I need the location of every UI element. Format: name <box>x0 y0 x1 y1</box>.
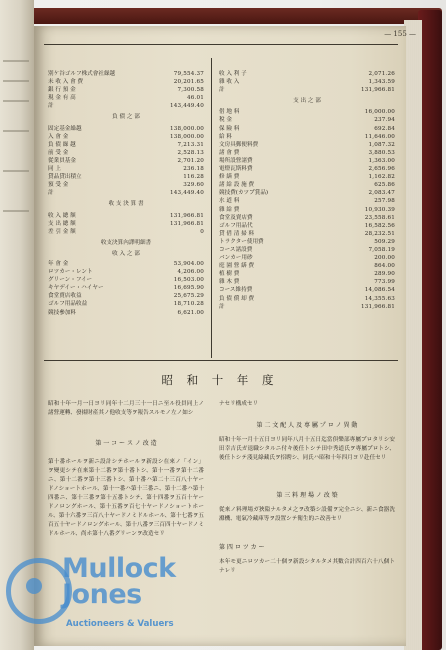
account-value: 20,201.65 <box>173 79 204 86</box>
account-value: 289.90 <box>374 271 395 278</box>
account-value: 131,966.81 <box>169 220 204 227</box>
account-row <box>48 157 204 165</box>
account-value: 10,930.39 <box>364 206 395 213</box>
account-row <box>48 268 204 276</box>
account-label: 電燈瓦斯料費 <box>219 166 253 173</box>
account-row <box>48 300 204 308</box>
account-value: 23,558.61 <box>364 214 395 221</box>
watermark-line1: Mullock <box>62 553 176 584</box>
account-label: 收 入 總 額 <box>48 212 76 219</box>
account-label: 稅 金 <box>219 117 232 124</box>
account-row <box>48 149 204 157</box>
account-value: 2,656.96 <box>368 166 395 173</box>
account-label: 雜 收 入 <box>219 79 240 86</box>
account-row <box>219 86 395 94</box>
account-value: 53,904.00 <box>173 260 204 267</box>
account-row <box>48 284 204 292</box>
heading-liabilities: 負 債 之 部 <box>112 114 140 121</box>
account-value: 864.00 <box>374 263 395 270</box>
account-row <box>219 238 395 246</box>
account-label: 競技費(カツプ賞品) <box>219 190 269 197</box>
account-value: 257.98 <box>374 198 395 205</box>
account-label: 諸 給 設 施 費 <box>219 182 255 189</box>
account-row <box>219 270 395 278</box>
account-label: 現 金 有 高 <box>48 95 76 102</box>
account-label: ゴルフ用品收益 <box>48 301 88 308</box>
course-renovation-paragraph: 第十番ホールヲ新ニ設計シテホールヲ新設シ在來ノ「イン」ヲ變更シテ在來第十二番ヲ第十番トシ、第十一番ヲ第十二番ニ、第十二番ヲ第十三番トシ、第十番ハ第二十三百八十ヤードノショートホール、第十一番ハ第十三番ニ、第十二番ハ第十四番ニ、第十三番ヲ第十五番トシテ、第十四番ヲ五百十ヤードノロングホール、第十五番ヲ百七十ヤードノショートホール、第十六番ヲ三百八十ヤードノミドルホール、第十七番ヲ五百五十ヤードノロングホール、第十八番ヲ三百四十ヤードノミドルホール、尚ホ第十八番グリーンヲ改造セリ <box>48 459 204 537</box>
kitchen-rebuild-paragraph: 從來ノ料理場ガ狹隘ナルタメ之ヲ改築シ設備ヲ完全ニシ、新ニ食器洗滌機、電氣冷藏庫等ヲ設置シテ衛生的ニ改善セリ <box>219 507 395 522</box>
account-value: 131,966.81 <box>360 303 395 310</box>
account-value: 46.01 <box>186 95 204 102</box>
account-value: 131,966.81 <box>169 212 204 219</box>
account-row <box>48 102 204 110</box>
account-value: 237.94 <box>374 117 395 124</box>
account-row <box>48 220 204 228</box>
account-label: 水 道 料 <box>219 198 240 205</box>
account-label: 銀 行 預 金 <box>48 87 76 94</box>
account-row <box>219 149 395 157</box>
account-label: 同 上 <box>48 166 61 173</box>
account-value: 16,000.00 <box>364 109 395 116</box>
account-label: 場所設營諸費 <box>219 157 253 164</box>
account-row <box>48 70 204 78</box>
account-value: 2,701.20 <box>177 157 204 164</box>
account-label: コース諸設費 <box>219 246 253 253</box>
account-row <box>219 206 395 214</box>
account-row <box>48 292 204 300</box>
account-label: バンカー用砂 <box>219 255 253 262</box>
account-row <box>48 133 204 141</box>
account-label: 文房具郵便料費 <box>219 141 259 148</box>
account-row <box>48 260 204 268</box>
heading-detail: 收支決算內譯明細書 <box>100 239 152 246</box>
account-label: 從業員基金 <box>48 157 76 164</box>
account-label: 修 繕 費 <box>219 174 240 181</box>
account-label: 未 收 入 會 費 <box>48 79 84 86</box>
account-value: 236.18 <box>183 166 204 173</box>
account-label: 競技參加料 <box>48 309 76 316</box>
account-row <box>219 222 395 230</box>
heading-lockers: 第 四 ロ ツ カ ー <box>219 544 265 551</box>
account-row <box>219 78 395 86</box>
account-value: 3,880.53 <box>368 149 395 156</box>
account-value: 329.60 <box>183 182 204 189</box>
right-continued-line: ナセリ構成セリ <box>219 401 259 407</box>
account-value: 625.86 <box>374 182 395 189</box>
account-row <box>48 125 204 133</box>
account-row <box>48 86 204 94</box>
account-label: キヤデイー・ハイヤー <box>48 285 104 292</box>
account-row <box>48 181 204 189</box>
account-row <box>48 165 204 173</box>
account-value: 1,343.59 <box>368 79 395 86</box>
section-rule <box>44 360 398 361</box>
account-label: 預 受 金 <box>48 182 69 189</box>
account-value: 18,710.28 <box>173 301 204 308</box>
heading-balance: 收 支 決 算 書 <box>108 201 144 208</box>
left-page-edge <box>0 0 34 650</box>
left-column-accounts <box>48 70 204 317</box>
account-label: 年 會 金 <box>48 260 69 267</box>
account-label: 計 <box>219 303 225 310</box>
account-label: 庭 園 營 繕 費 <box>219 263 255 270</box>
account-label: コース維持費 <box>219 287 253 294</box>
account-row <box>219 133 395 141</box>
account-value: 7,213.31 <box>177 141 204 148</box>
account-label: 計 <box>219 87 225 94</box>
account-row <box>48 276 204 284</box>
account-label: 貸 借 清 掃 料 <box>219 230 255 237</box>
watermark-line3: Auctioneers & Valuers <box>66 619 174 629</box>
account-value: 16,503.00 <box>173 277 204 284</box>
account-label: 給 料 <box>219 133 232 140</box>
account-value: 143,449.40 <box>169 103 204 110</box>
account-value: 79,554.37 <box>173 71 204 77</box>
watermark <box>62 555 322 608</box>
account-value: 2,071.26 <box>368 71 395 77</box>
account-label: グリーン・フイー <box>48 277 93 284</box>
account-value: 28,232.51 <box>364 230 395 237</box>
account-row <box>219 70 395 78</box>
account-row <box>219 141 395 149</box>
right-column-accounts <box>219 70 395 311</box>
account-label: 諸 會 費 <box>219 149 240 156</box>
account-value: 1,363.00 <box>368 157 395 164</box>
column-divider <box>211 58 212 358</box>
account-label: 固定基金繰越 <box>48 125 82 132</box>
account-label: 計 <box>48 190 54 197</box>
account-row <box>219 295 395 303</box>
account-row <box>219 254 395 262</box>
account-value: 143,449.40 <box>169 190 204 197</box>
account-row <box>219 189 395 197</box>
intro-paragraph: 昭和十年一月一日ヨリ同年十二月三十一日ニ至ル役員同上ノ諸營運轉、發揚財產其ノ他收支等ヲ報告スルモノ左ノ如シ <box>48 401 204 416</box>
account-row <box>219 303 395 311</box>
account-label: 入 會 金 <box>48 133 69 140</box>
account-row <box>219 181 395 189</box>
account-row <box>219 157 395 165</box>
account-value: 4,206.00 <box>177 269 204 276</box>
account-value: 509.29 <box>374 238 395 245</box>
account-row <box>219 197 395 205</box>
account-row <box>219 262 395 270</box>
account-label: 保 險 料 <box>219 125 240 132</box>
account-label: 收 入 利 子 <box>219 71 247 77</box>
header-rule <box>44 44 398 45</box>
account-row <box>48 94 204 102</box>
account-value: 0 <box>200 228 204 235</box>
account-label: 植 樹 費 <box>219 271 240 278</box>
account-row <box>219 214 395 222</box>
account-value: 138,000.00 <box>169 125 204 132</box>
account-row <box>219 165 395 173</box>
heading-course-renovation: 第 一 コ ー ス ノ 改 造 <box>95 440 157 447</box>
heading-staff-changes: 第 二 文 配 人 及 専 屬 プ ロ ノ 異 動 <box>256 422 358 429</box>
account-row <box>219 278 395 286</box>
account-value: 7,300.58 <box>177 87 204 94</box>
section-title: 昭 和 十 年 度 <box>161 373 279 387</box>
account-value: 131,966.81 <box>360 87 395 94</box>
account-row <box>219 116 395 124</box>
account-row <box>219 125 395 133</box>
account-label: 食堂及賣店費 <box>219 214 253 221</box>
heading-expenditure: 支 出 之 部 <box>293 98 321 105</box>
account-row <box>219 230 395 238</box>
account-label: 差 引 金 額 <box>48 228 76 235</box>
account-row <box>219 173 395 181</box>
account-value: 14,086.54 <box>364 287 395 294</box>
heading-kitchen-rebuild: 第 三 料 理 場 ノ 改 築 <box>276 492 338 499</box>
account-row <box>48 173 204 181</box>
account-label: 計 <box>48 103 54 110</box>
account-value: 1,087.32 <box>368 141 395 148</box>
account-value: 138,000.00 <box>169 133 204 140</box>
account-value: 2,083.47 <box>368 190 395 197</box>
account-row <box>48 309 204 317</box>
account-label: 食堂賣店收益 <box>48 293 82 300</box>
account-label: トラクター使用費 <box>219 238 264 245</box>
account-label: 支 出 總 額 <box>48 220 76 227</box>
account-row <box>48 228 204 236</box>
watermark-line2: Jones <box>62 579 142 610</box>
account-row <box>219 108 395 116</box>
account-row <box>48 189 204 197</box>
account-row <box>48 141 204 149</box>
account-row <box>219 286 395 294</box>
account-label: 貸品貸出積立 <box>48 174 82 181</box>
staff-changes-paragraph: 昭和十年一月十五日ヨリ同年八月十五日迄當倶樂部專屬プロタリシ安田幸吉氏ガ退職シタルニ付キ後任トシテ田中秀道氏ヲ專屬プロトシ、後任トシテ淺見綠藏氏ヲ招聘シ、同氏ハ昭和十年四月ヨリ赴任セリ <box>219 437 395 461</box>
account-row <box>219 246 395 254</box>
account-value: 200.00 <box>374 255 395 262</box>
heading-income: 收 入 之 部 <box>112 250 140 257</box>
account-value: 25,675.29 <box>173 293 204 300</box>
account-label: 雜 給 費 <box>219 206 240 213</box>
account-value: 692.84 <box>374 125 395 132</box>
lockers-paragraph: 本年モ更ニロツカー二十個ヲ新設シタルタメ其數合計四百六十八個トナレリ <box>219 559 395 574</box>
account-value: 16,582.56 <box>364 222 395 229</box>
account-label: 借 地 料 <box>219 109 240 116</box>
account-value: 14,355.63 <box>364 295 395 302</box>
account-value: 16,695.90 <box>173 285 204 292</box>
account-value: 7,058.19 <box>368 246 395 253</box>
account-row <box>48 212 204 220</box>
account-label: 雜 木 費 <box>219 279 240 286</box>
book-cover-top-edge <box>20 8 442 24</box>
account-value: 773.99 <box>374 279 395 286</box>
page-fore-edge <box>404 20 422 650</box>
account-row <box>48 78 204 86</box>
account-label: ロツカー・レント <box>48 269 93 276</box>
account-label: ゴルフ用品代 <box>219 222 253 229</box>
account-label: 別ケ谷ゴルフ株式會社繰越 <box>48 71 116 77</box>
account-value: 116.28 <box>183 174 204 181</box>
account-value: 6,621.00 <box>177 309 204 316</box>
account-label: 負 債 繰 越 <box>48 141 76 148</box>
account-value: 1,162.82 <box>368 174 395 181</box>
account-value: 11,646.00 <box>364 133 395 140</box>
page-number: — 155 — <box>384 30 416 38</box>
account-label: 負 債 償 却 費 <box>219 295 255 302</box>
account-value: 2,528.13 <box>177 149 204 156</box>
account-label: 前 受 金 <box>48 149 69 156</box>
